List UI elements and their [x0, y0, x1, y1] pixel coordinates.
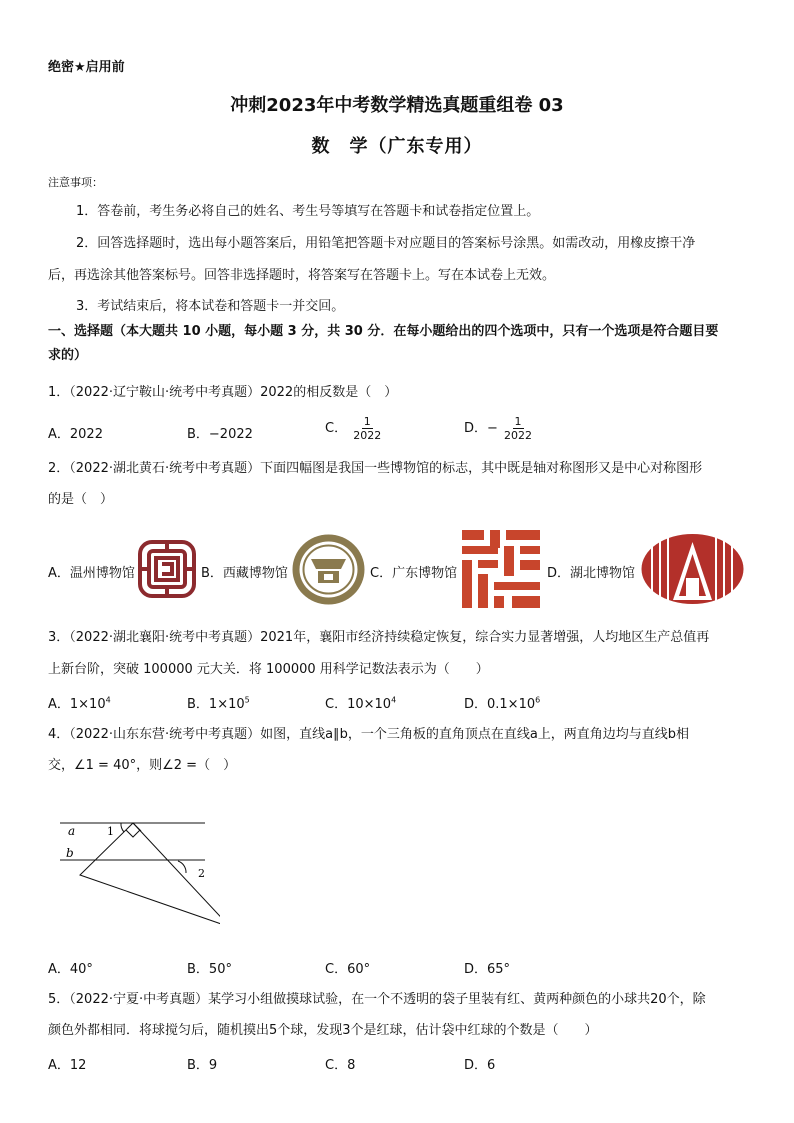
q1-option-d-label: D．− [464, 421, 498, 436]
note-item-3: 3．考试结束后，将本试卷和答题卡一并交回。 [76, 299, 345, 314]
q4-option-a[interactable]: A．40° [48, 962, 93, 977]
question-5-stem-cont: 颜色外都相同．将球搅匀后，随机摸出5个球，发现3个是红球，估计袋中红球的个数是（ ） [48, 1023, 598, 1038]
angle-2-arc [178, 861, 186, 873]
note-item-1: 1．答卷前，考生务必将自己的姓名、考生号等填写在答题卡和试卷指定位置上。 [76, 204, 540, 219]
wenzhou-museum-logo-icon [136, 538, 198, 600]
q1-option-b[interactable]: B．−2022 [187, 427, 253, 442]
label-b: b [66, 846, 74, 860]
xizang-museum-logo-icon [291, 533, 366, 606]
q3-option-d[interactable]: D．$0.1\times 10^6$ [464, 695, 541, 712]
label-a: a [68, 824, 76, 838]
q2-option-b[interactable]: B．西藏博物馆 [201, 566, 288, 581]
confidential-mark: 绝密★启用前 [48, 60, 125, 75]
question-2-stem: 2．（2022·湖北黄石·统考中考真题）下面四幅图是我国一些博物馆的标志，其中既是轴对称图形又是中心对称图形 [48, 461, 703, 476]
q1-option-d-fraction: $\frac{1}{2022}$ [504, 415, 533, 442]
q5-option-a[interactable]: A．12 [48, 1058, 87, 1073]
q1-option-a[interactable]: A．2022 [48, 427, 103, 442]
paper-title: 冲刺2023年中考数学精选真题重组卷 03 [230, 95, 564, 116]
hubei-museum-logo-icon [640, 532, 745, 606]
q2-option-c[interactable]: C．广东博物馆 [370, 566, 458, 581]
q5-option-b[interactable]: B．9 [187, 1058, 218, 1073]
note-item-2: 2．回答选择题时，选出每小题答案后，用铅笔把答题卡对应题目的答案标号涂黑。如需改动，用橡皮擦干净 [76, 236, 696, 251]
q3-option-b[interactable]: B．$1\times 10^5$ [187, 695, 250, 712]
guangdong-museum-logo-icon [460, 528, 542, 610]
q4-option-d[interactable]: D．65° [464, 962, 511, 977]
section-heading: 一、选择题（本大题共 10 小题，每小题 3 分，共 30 分．在每小题给出的四个选项中，只有一个选项是符合题目要 [48, 324, 719, 339]
question-3-stem: 3．（2022·湖北襄阳·统考中考真题）2021年，襄阳市经济持续稳定恢复，综合实力显著增强，人均地区生产总值再 [48, 630, 710, 645]
question-1-stem: 1．（2022·辽宁鞍山·统考中考真题）2022的相反数是（ ） [48, 385, 398, 400]
question-4-stem: 4．（2022·山东东营·统考中考真题）如图，直线a∥b，一个三角板的直角顶点在直线a上，两直角边均与直线b相 [48, 727, 690, 742]
q4-option-b[interactable]: B．50° [187, 962, 232, 977]
parallel-lines-triangle-figure [60, 815, 220, 935]
q4-option-c[interactable]: C．60° [325, 962, 371, 977]
section-heading-cont: 求的） [48, 348, 88, 363]
angle-1-arc [121, 823, 124, 832]
question-5-stem: 5．（2022·宁夏·中考真题）某学习小组做摸球试验，在一个不透明的袋子里装有红、黄两种颜色的小球共20个，除 [48, 992, 706, 1007]
q1-option-c[interactable] [325, 415, 383, 442]
label-angle-2: 2 [198, 867, 205, 880]
q3-option-a[interactable]: A．$1\times 10^4$ [48, 695, 111, 712]
q5-option-c[interactable]: C．8 [325, 1058, 356, 1073]
q5-option-d[interactable]: D．6 [464, 1058, 496, 1073]
note-item-2-cont: 后，再选涂其他答案标号。回答非选择题时，将答案写在答题卡上。写在本试卷上无效。 [48, 268, 556, 283]
notes-heading: 注意事项： [48, 176, 103, 189]
paper-subtitle: 数 学（广东专用） [311, 136, 483, 157]
q1-option-c-fraction: $\frac{1}{2022}$ [353, 415, 382, 442]
q1-option-d[interactable] [464, 415, 534, 442]
right-angle-mark [126, 830, 140, 837]
q2-option-a[interactable]: A．温州博物馆 [48, 566, 135, 581]
label-angle-1: 1 [107, 825, 114, 838]
question-4-stem-cont: 交，∠1 = 40°，则∠2 =（ ） [48, 758, 237, 773]
q2-option-d[interactable]: D．湖北博物馆 [547, 566, 636, 581]
q1-option-c-label: C． [325, 421, 348, 436]
question-3-stem-cont: 上新台阶，突破 100000 元大关．将 100000 用科学记数法表示为（ ） [48, 662, 489, 677]
q3-option-c[interactable]: C．$10\times 10^4$ [325, 695, 397, 712]
question-2-stem-cont: 的是（ ） [48, 492, 114, 507]
